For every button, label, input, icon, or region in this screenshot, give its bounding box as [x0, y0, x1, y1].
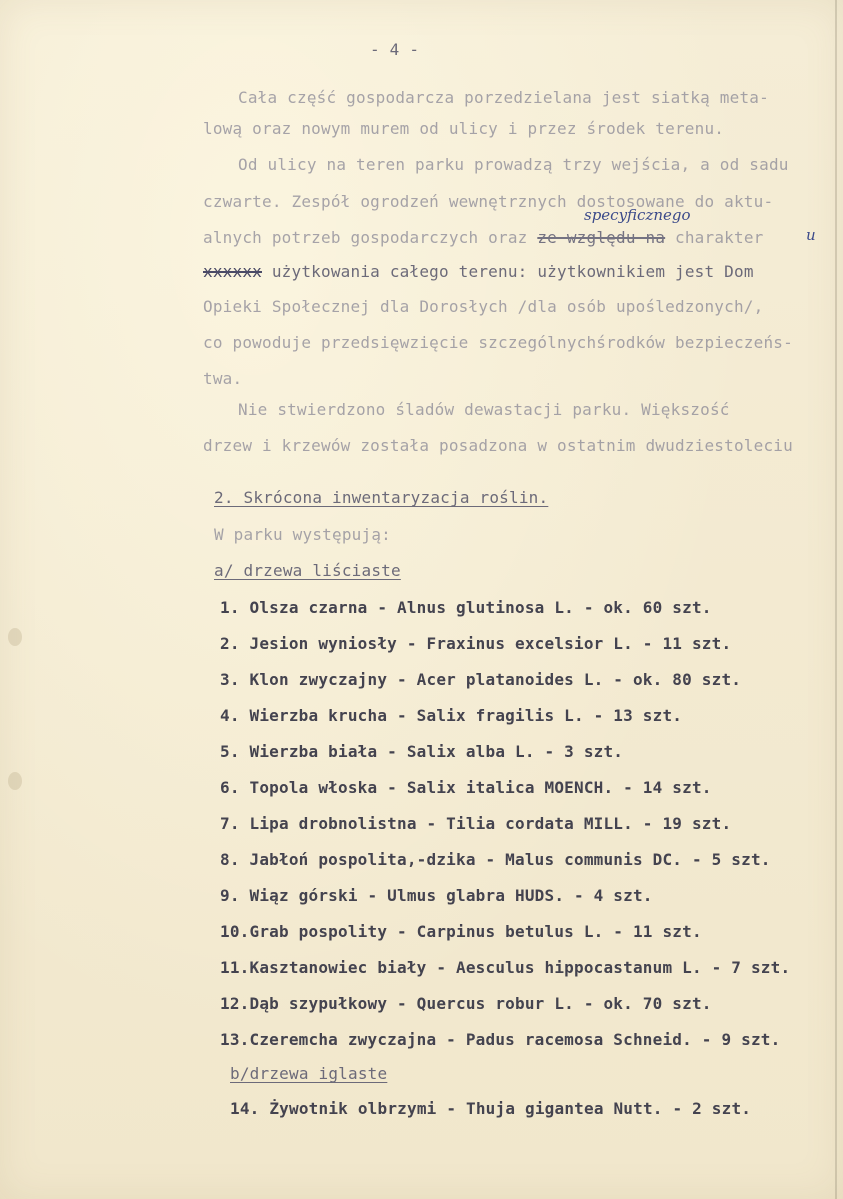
species-list-item: 9. Wiąz górski - Ulmus glabra HUDS. - 4 szt.	[220, 886, 653, 905]
struck-out-text: xxxxxx	[203, 262, 262, 281]
species-list-item: 12.Dąb szypułkowy - Quercus robur L. - ok. 70 szt.	[220, 994, 712, 1013]
section-heading: 2. Skrócona inwentaryzacja roślin.	[214, 488, 549, 507]
paragraph-1-line-2: lową oraz nowym murem od ulicy i przez środek terenu.	[203, 119, 725, 138]
species-list-item: 4. Wierzba krucha - Salix fragilis L. - 13 szt.	[220, 706, 683, 725]
species-list-item: 7. Lipa drobnolistna - Tilia cordata MILL. - 19 szt.	[220, 814, 732, 833]
paragraph-2-line-3	[203, 228, 764, 247]
species-list-item: 13.Czeremcha zwyczajna - Padus racemosa Schneid. - 9 szt.	[220, 1030, 781, 1049]
paragraph-2-line-2: czwarte. Zespół ogrodzeń wewnętrznych dostosowane do aktu-	[203, 192, 774, 211]
species-list-item: 3. Klon zwyczajny - Acer platanoides L. - ok. 80 szt.	[220, 670, 742, 689]
species-list-item: 14. Żywotnik olbrzymi - Thuja gigantea Nutt. - 2 szt.	[230, 1099, 752, 1118]
subsection-heading-deciduous: a/ drzewa liściaste	[214, 561, 401, 580]
paragraph-3-line-1: Nie stwierdzono śladów dewastacji parku. Większość	[238, 400, 730, 419]
paragraph-2-line-5: Opieki Społecznej dla Dorosłych /dla osób upośledzonych/,	[203, 297, 764, 316]
species-list-item: 11.Kasztanowiec biały - Aesculus hippocastanum L. - 7 szt.	[220, 958, 791, 977]
species-list-item: 2. Jesion wyniosły - Fraxinus excelsior L. - 11 szt.	[220, 634, 732, 653]
species-list-item: 6. Topola włoska - Salix italica MOENCH. - 14 szt.	[220, 778, 712, 797]
page-number: - 4 -	[370, 40, 420, 59]
section-intro: W parku występują:	[214, 525, 391, 544]
handwritten-insertion: specyficznego	[584, 206, 691, 224]
struck-out-text: ze względu na	[537, 228, 666, 247]
paragraph-3-line-2: drzew i krzewów została posadzona w ostatnim dwudziestoleciu	[203, 436, 793, 455]
species-list-item: 8. Jabłoń pospolita,-dzika - Malus communis DC. - 5 szt.	[220, 850, 771, 869]
paragraph-2-line-4-text: użytkowania całego terenu: użytkownikiem jest Dom	[271, 262, 754, 281]
species-list-item: 1. Olsza czarna - Alnus glutinosa L. - ok. 60 szt.	[220, 598, 712, 617]
paragraph-2-line-6: co powoduje przedsięwzięcie szczególnychśrodków bezpieczeńs-	[203, 333, 793, 352]
punch-hole-mark	[8, 772, 22, 790]
paragraph-2-line-7: twa.	[203, 369, 243, 388]
paragraph-2-line-3-end: charakter	[675, 228, 764, 247]
punch-hole-mark	[8, 628, 22, 646]
page-edge	[835, 0, 837, 1199]
subsection-heading-coniferous: b/drzewa iglaste	[230, 1064, 388, 1083]
paragraph-1-line-1: Cała część gospodarcza porzedzielana jest siatką meta-	[238, 88, 769, 107]
paragraph-2-line-1: Od ulicy na teren parku prowadzą trzy wejścia, a od sadu	[238, 155, 789, 174]
species-list-item: 10.Grab pospolity - Carpinus betulus L. - 11 szt.	[220, 922, 702, 941]
paragraph-2-line-3-text: alnych potrzeb gospodarczych oraz	[203, 228, 528, 247]
paragraph-2-line-4	[203, 262, 754, 281]
species-list-item: 5. Wierzba biała - Salix alba L. - 3 szt.	[220, 742, 624, 761]
handwritten-suffix: u	[806, 226, 816, 244]
